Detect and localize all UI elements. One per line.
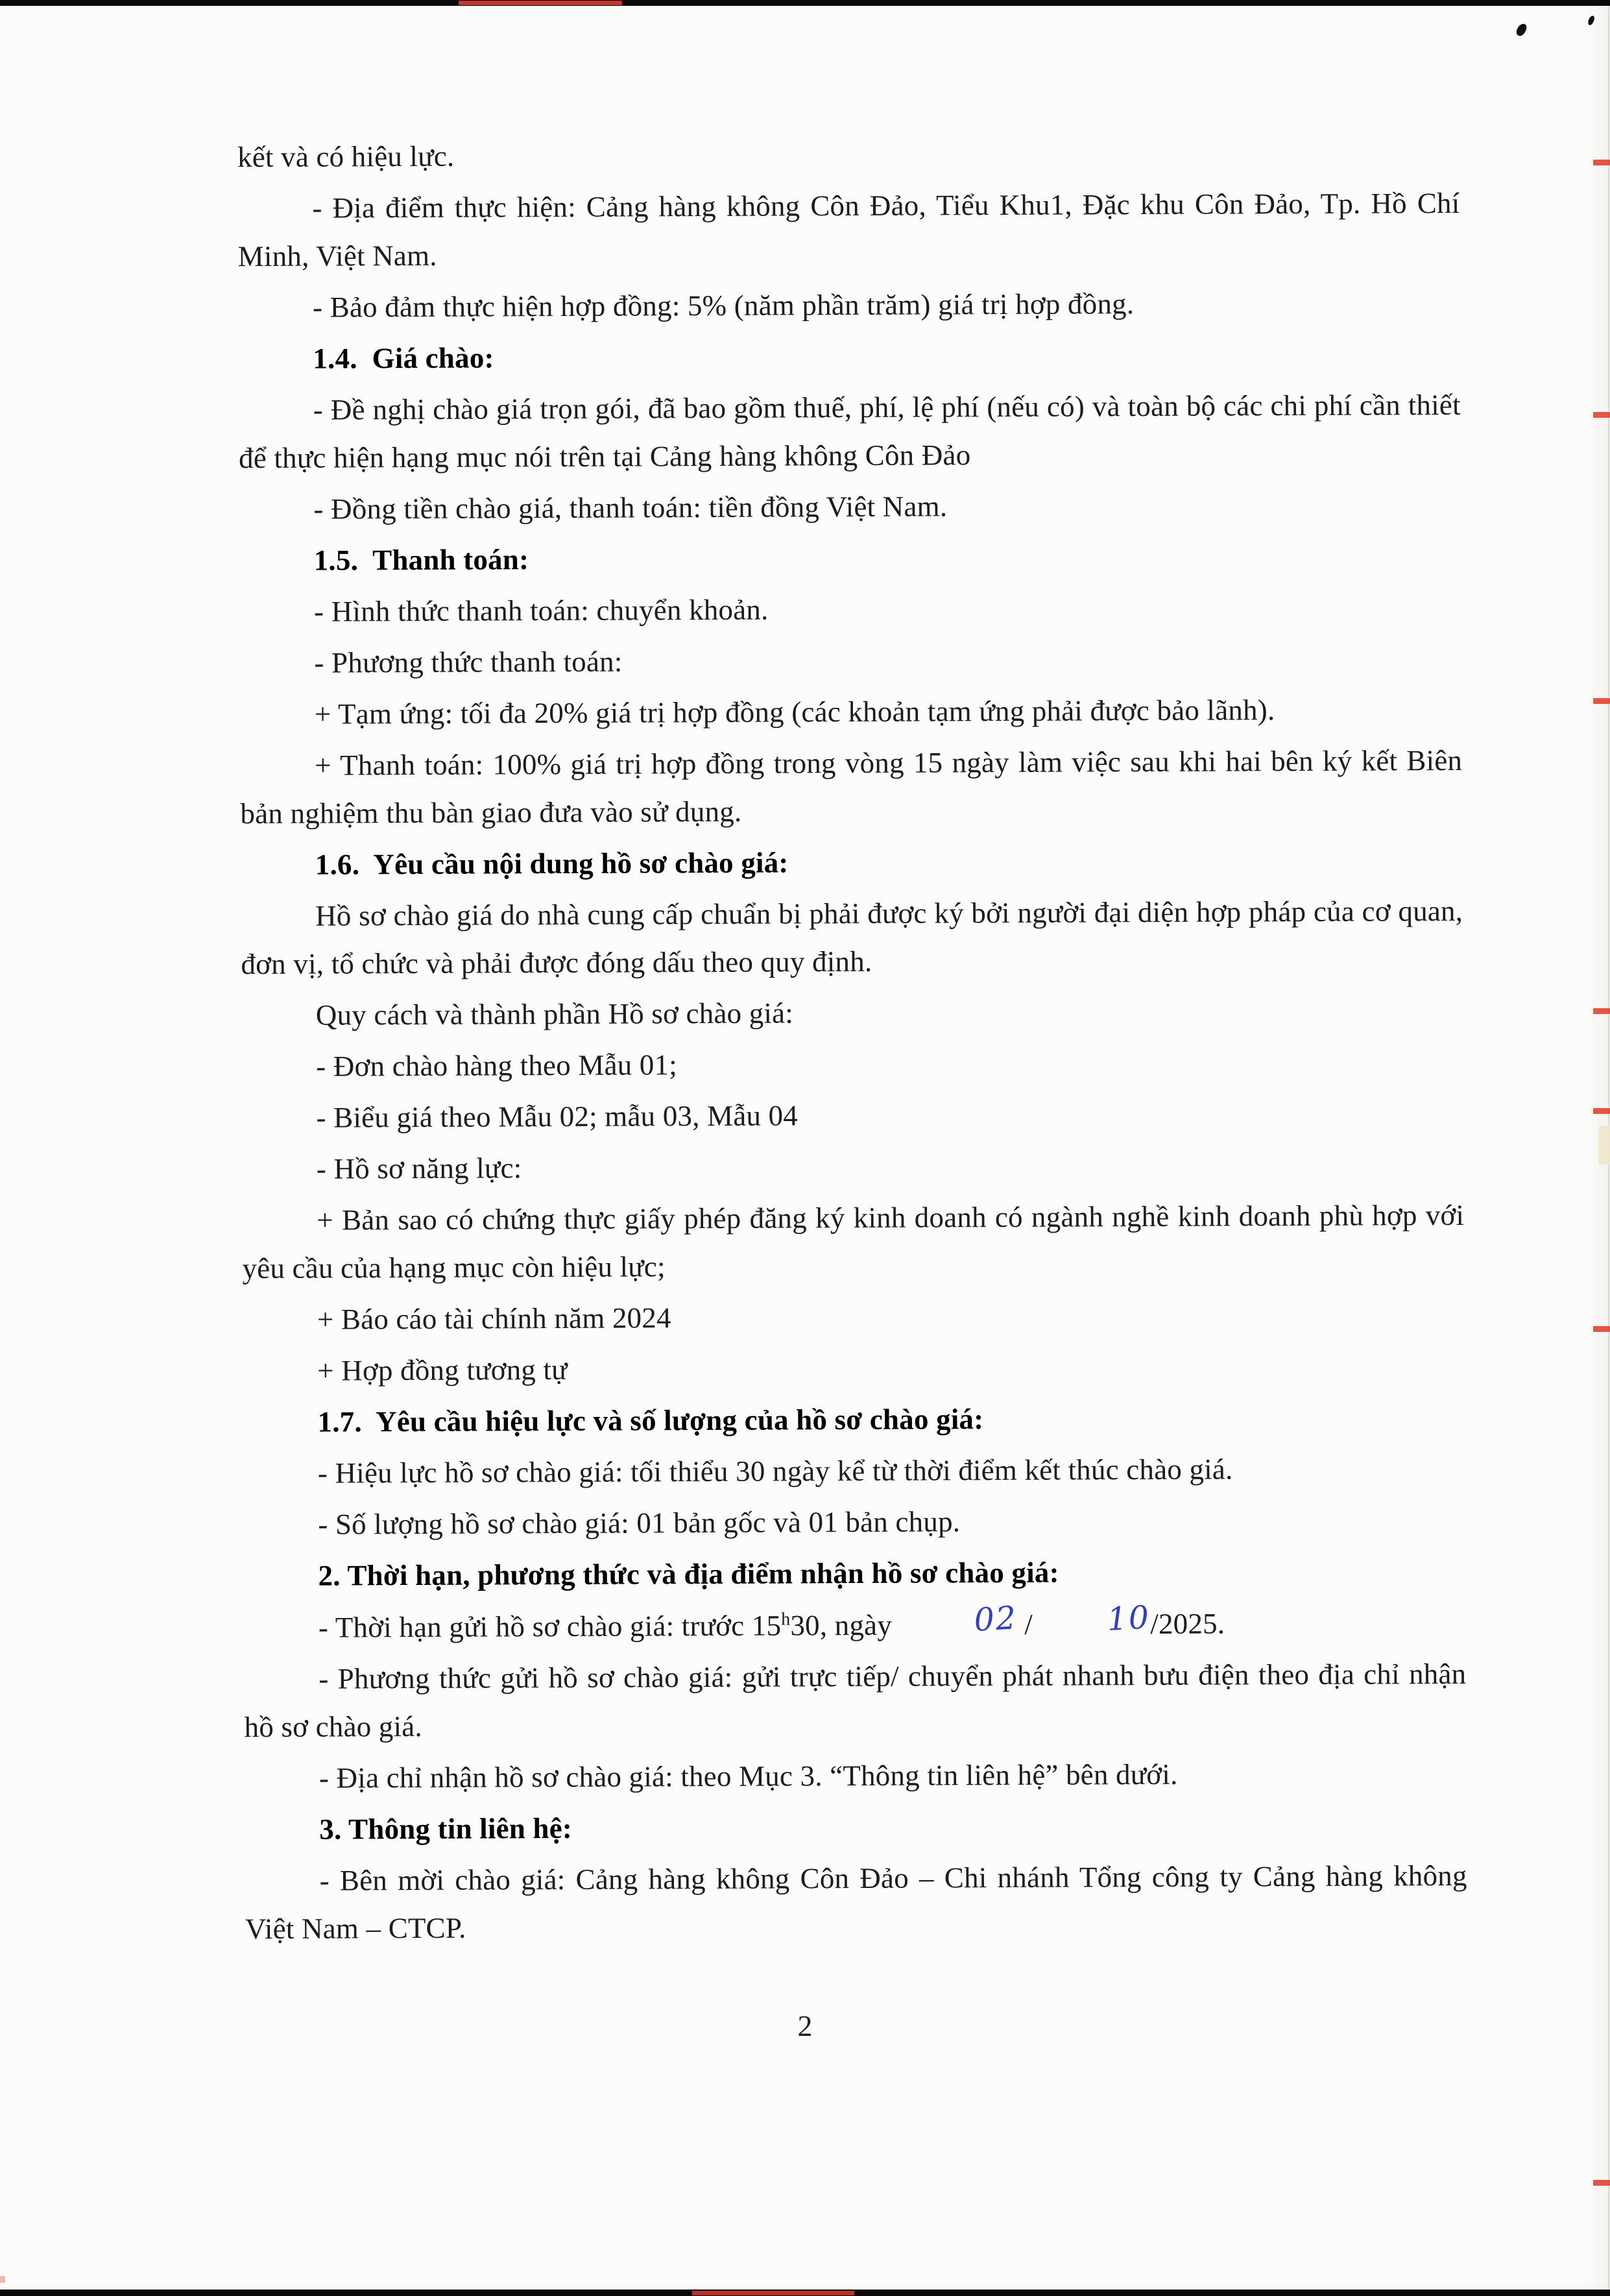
scan-smudge [1598, 1126, 1610, 1165]
handwritten-date-month: 10 [1106, 1599, 1151, 1638]
section-heading-1-4: 1.4. Giá chào: [313, 341, 494, 375]
page-number: 2 [797, 2009, 813, 2042]
scan-artifact-mark [1593, 698, 1610, 704]
scan-edge-bar-bottom [0, 2290, 1610, 2296]
scan-artifact-mark [1593, 1326, 1610, 1332]
scan-artifact-mark [1593, 1108, 1610, 1114]
scan-edge-bar-top [0, 0, 1610, 6]
scan-artifact-dot [0, 2276, 5, 2283]
section-heading-1-7: 1.7. Yêu cầu hiệu lực và số lượng của hồ sơ chào giá: [317, 1403, 984, 1438]
handwritten-date-day: 02 [972, 1599, 1018, 1639]
paragraph-advance: + Tạm ứng: tối đa 20% giá trị hợp đồng (các khoản tạm ứng phải được bảo lãnh). [314, 694, 1275, 731]
section-heading-2: 2. Thời hạn, phương thức và địa điểm nhận hồ sơ chào giá: [318, 1556, 1059, 1592]
scan-artifact-mark [1593, 160, 1610, 165]
scan-artifact-red-bottom [692, 2291, 854, 2295]
paragraph-receiving-address: - Địa chỉ nhận hồ sơ chào giá: theo Mục 3. “Thông tin liên hệ” bên dưới. [318, 1758, 1178, 1795]
deadline-text-mid: 30, ngày [790, 1608, 900, 1642]
paragraph-dossier-format: Quy cách và thành phần Hồ sơ chào giá: [315, 997, 794, 1032]
paragraph-currency: - Đồng tiền chào giá, thanh toán: tiền đồng Việt Nam. [313, 490, 948, 526]
ink-speck [1515, 22, 1528, 38]
document-body [237, 125, 1467, 1953]
deadline-date-separator: / [1016, 1608, 1033, 1641]
scan-artifact-mark [1593, 412, 1610, 418]
scan-artifact-red-top [459, 1, 622, 5]
paragraph-price-scope: - Đề nghị chào giá trọn gói, đã bao gồm thuế, phí, lệ phí (nếu có) và toàn bộ các chi phí cần thiết để thực hiện hạng mục nói trên tại Cảng hàng không Côn Đảo [238, 388, 1461, 475]
paragraph-deadline [244, 1598, 1466, 1652]
superscript-h: h [781, 1609, 791, 1630]
paragraph-validity: - Hiệu lực hồ sơ chào giá: tối thiểu 30 ngày kể từ thời điểm kết thúc chào giá. [317, 1453, 1233, 1490]
paragraph-quantity: - Số lượng hồ sơ chào giá: 01 bản gốc và 01 bản chụp. [318, 1505, 961, 1541]
paragraph-location: - Địa điểm thực hiện: Cảng hàng không Côn Đảo, Tiểu Khu1, Đặc khu Côn Đảo, Tp. Hồ Chí Minh, Việt Nam. [237, 186, 1460, 273]
deadline-text-year: /2025. [1150, 1607, 1225, 1641]
scan-artifact-mark [1593, 1008, 1610, 1014]
section-heading-1-6: 1.6. Yêu cầu nội dung hồ sơ chào giá: [315, 846, 789, 881]
paragraph-business-license: + Bản sao có chứng thực giấy phép đăng ký kinh doanh có ngành nghề kinh doanh phù hợp với yêu cầu của hạng mục còn hiệu lực; [242, 1198, 1465, 1285]
section-heading-3: 3. Thông tin liên hệ: [319, 1811, 573, 1846]
paragraph-payment-form: - Hình thức thanh toán: chuyển khoản. [314, 593, 769, 628]
paragraph-form-02-04: - Biểu giá theo Mẫu 02; mẫu 03, Mẫu 04 [316, 1099, 799, 1134]
paragraph-financial-report: + Báo cáo tài chính năm 2024 [317, 1301, 671, 1336]
paragraph-continuation: kết và có hiệu lực. [237, 139, 455, 174]
scan-artifact-mark [1593, 2180, 1610, 2186]
paragraph-payment-100: + Thanh toán: 100% giá trị hợp đồng trong vòng 15 ngày làm việc sau khi hai bên ký kết Biên bản nghiệm thu bàn giao đưa vào sử dụng. [240, 743, 1463, 830]
paragraph-sending-method: - Phương thức gửi hồ sơ chào giá: gửi trực tiếp/ chuyển phát nhanh bưu điện theo địa chỉ nhận hồ sơ chào giá. [244, 1657, 1467, 1744]
paragraph-form-01: - Đơn chào hàng theo Mẫu 01; [316, 1048, 678, 1083]
section-heading-1-5: 1.5. Thanh toán: [313, 543, 529, 577]
paragraph-guarantee: - Bảo đảm thực hiện hợp đồng: 5% (năm phần trăm) giá trị hợp đồng. [312, 287, 1135, 324]
deadline-text-prefix: - Thời hạn gửi hồ sơ chào giá: trước 15 [318, 1609, 782, 1644]
ink-speck [1587, 15, 1595, 26]
paragraph-dossier-signing: Hồ sơ chào giá do nhà cung cấp chuẩn bị phải được ký bởi người đại diện hợp pháp của cơ quan, đơn vị, tổ chức và phải được đóng dấu theo quy định. [241, 894, 1463, 981]
paragraph-payment-method: - Phương thức thanh toán: [314, 645, 623, 679]
paragraph-capability: - Hồ sơ năng lực: [316, 1152, 522, 1185]
paragraph-inviting-party: - Bên mời chào giá: Cảng hàng không Côn Đảo – Chi nhánh Tổng công ty Cảng hàng không Việt Nam – CTCP. [245, 1859, 1467, 1946]
paragraph-similar-contract: + Hợp đồng tương tự [317, 1353, 568, 1387]
